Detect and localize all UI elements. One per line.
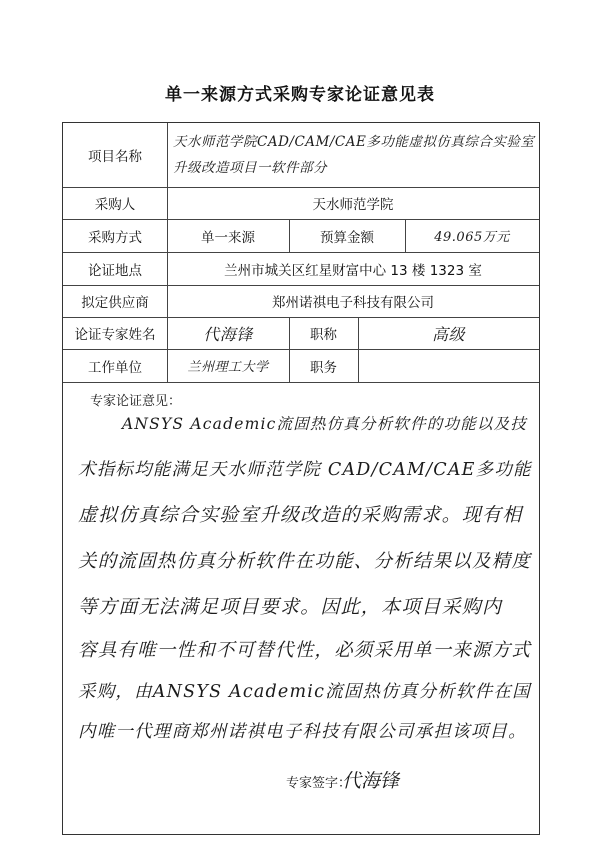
expert-name-value: 代海锋 bbox=[203, 324, 253, 344]
project-name-label: 项目名称 bbox=[88, 149, 142, 165]
location-label: 论证地点 bbox=[88, 262, 142, 279]
opinion-line: ANSYS Academic流固热仿真分析软件的功能以及技 bbox=[122, 415, 527, 433]
opinion-line: 术指标均能满足天水师范学院 CAD/CAM/CAE多功能 bbox=[78, 460, 532, 480]
opinion-line: 内唯一代理商郑州诺祺电子科技有限公司承担该项目。 bbox=[78, 722, 527, 742]
supplier-value: 郑州诺祺电子科技有限公司 bbox=[272, 295, 434, 311]
purchaser-value: 天水师范学院 bbox=[312, 197, 394, 213]
opinion-line: 虚拟仿真综合实验室升级改造的采购需求。现有相 bbox=[78, 504, 523, 526]
page-title: 单一来源方式采购专家论证意见表 bbox=[165, 85, 435, 105]
expert-name-label: 论证专家姓名 bbox=[74, 327, 156, 343]
expert-title-value: 高级 bbox=[431, 324, 465, 344]
opinion-line: 等方面无法满足项目要求。因此，本项目采购内 bbox=[78, 596, 503, 618]
method-value: 单一来源 bbox=[201, 229, 255, 246]
position-value bbox=[358, 349, 539, 382]
position-label: 职务 bbox=[310, 359, 337, 376]
expert-title-label: 职称 bbox=[310, 327, 337, 343]
signature-value: 代海锋 bbox=[342, 770, 400, 792]
supplier-label: 拟定供应商 bbox=[81, 295, 149, 311]
row-divider bbox=[63, 382, 539, 383]
workplace-label: 工作单位 bbox=[88, 359, 142, 376]
opinion-line: 采购，由ANSYS Academic流固热仿真分析软件在国 bbox=[78, 682, 531, 702]
signature-label: 专家签字： bbox=[286, 776, 352, 791]
purchaser-label: 采购人 bbox=[94, 197, 136, 213]
project-name-value: 天水师范学院CAD/CAM/CAE多功能虚拟仿真综合实验室升级改造项目一软件部分 bbox=[173, 134, 535, 176]
workplace-value: 兰州理工大学 bbox=[187, 360, 269, 375]
budget-value: 49.065万元 bbox=[434, 230, 510, 245]
budget-label: 预算金额 bbox=[320, 229, 374, 246]
opinion-label: 专家论证意见： bbox=[90, 394, 182, 409]
location-value: 兰州市城关区红星财富中心 13 楼 1323 室 bbox=[224, 262, 482, 279]
opinion-line: 关的流固热仿真分析软件在功能、分析结果以及精度 bbox=[78, 551, 532, 572]
opinion-line: 容具有唯一性和不可替代性，必须采用单一来源方式 bbox=[78, 640, 532, 661]
method-label: 采购方式 bbox=[88, 229, 142, 246]
